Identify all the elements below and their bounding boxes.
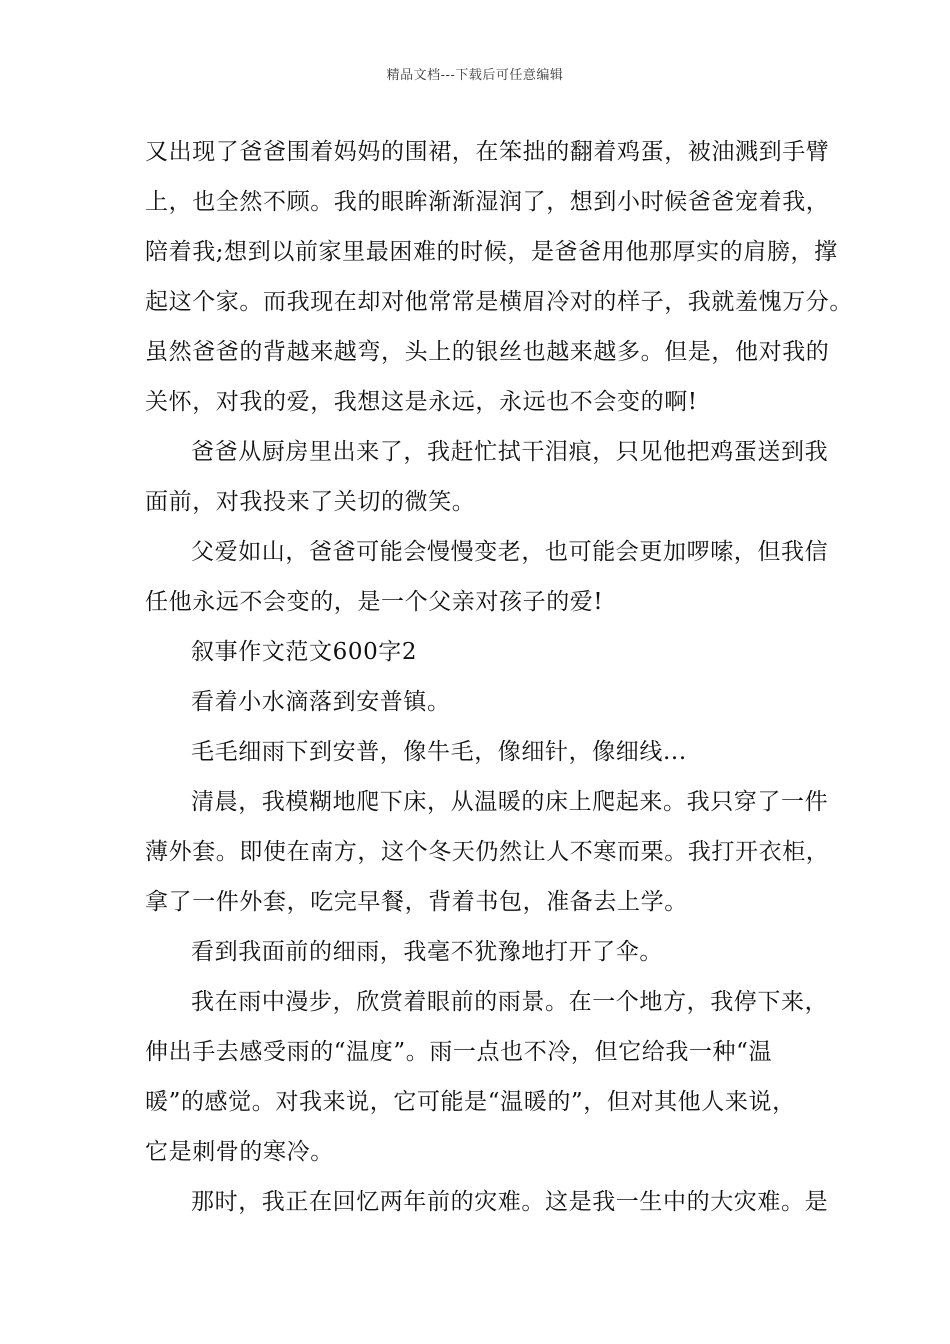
text-line: 它是刺骨的寒冷。: [145, 1139, 334, 1165]
text-line: 薄外套。即使在南方，这个冬天仍然让人不寒而栗。我打开衣柜，: [145, 839, 830, 865]
text-line: 拿了一件外套，吃完早餐，背着书包，准备去上学。: [145, 889, 688, 915]
text-line: 关怀，对我的爱，我想这是永远，永远也不会变的啊!: [145, 389, 698, 415]
page-header: 精品文档---下载后可任意编辑: [386, 68, 564, 83]
section-heading: 叙事作文范文600字2: [191, 639, 418, 665]
paragraph-start-line: 那时，我正在回忆两年前的灾难。这是我一生中的大灾难。是: [191, 1189, 829, 1215]
text-line: 上，也全然不顾。我的眼眸渐渐湿润了，想到小时候爸爸宠着我，: [145, 189, 830, 215]
text-line: 虽然爸爸的背越来越弯，头上的银丝也越来越多。但是，他对我的: [145, 339, 830, 365]
text-line: 起这个家。而我现在却对他常常是横眉冷对的样子，我就羞愧万分。: [145, 289, 853, 315]
paragraph-start-line: 毛毛细雨下到安普，像牛毛，像细针，像细线...: [191, 739, 687, 765]
text-line: 陪着我;想到以前家里最困难的时候，是爸爸用他那厚实的肩膀，撑: [145, 239, 838, 265]
text-line: 又出现了爸爸围着妈妈的围裙，在笨拙的翻着鸡蛋，被油溅到手臂: [145, 139, 830, 165]
text-line: 伸出手去感受雨的“温度”。雨一点也不冷，但它给我一种“温: [145, 1039, 773, 1065]
paragraph-start-line: 爸爸从厨房里出来了，我赶忙拭干泪痕，只见他把鸡蛋送到我: [191, 439, 829, 465]
text-line: 面前，对我投来了关切的微笑。: [145, 489, 476, 515]
paragraph-start-line: 清晨，我模糊地爬下床，从温暖的床上爬起来。我只穿了一件: [191, 789, 829, 815]
paragraph-start-line: 我在雨中漫步，欣赏着眼前的雨景。在一个地方，我停下来，: [191, 989, 829, 1015]
document-body: [145, 130, 853, 1230]
paragraph-start-line: 父爱如山，爸爸可能会慢慢变老，也可能会更加啰嗦，但我信: [191, 539, 829, 565]
text-line: 任他永远不会变的，是一个父亲对孩子的爱!: [145, 589, 604, 615]
text-line: 暖”的感觉。对我来说，它可能是“温暖的”，但对其他人来说，: [145, 1089, 796, 1115]
paragraph-start-line: 看着小水滴落到安普镇。: [191, 689, 451, 715]
paragraph-start-line: 看到我面前的细雨，我毫不犹豫地打开了伞。: [191, 939, 663, 965]
